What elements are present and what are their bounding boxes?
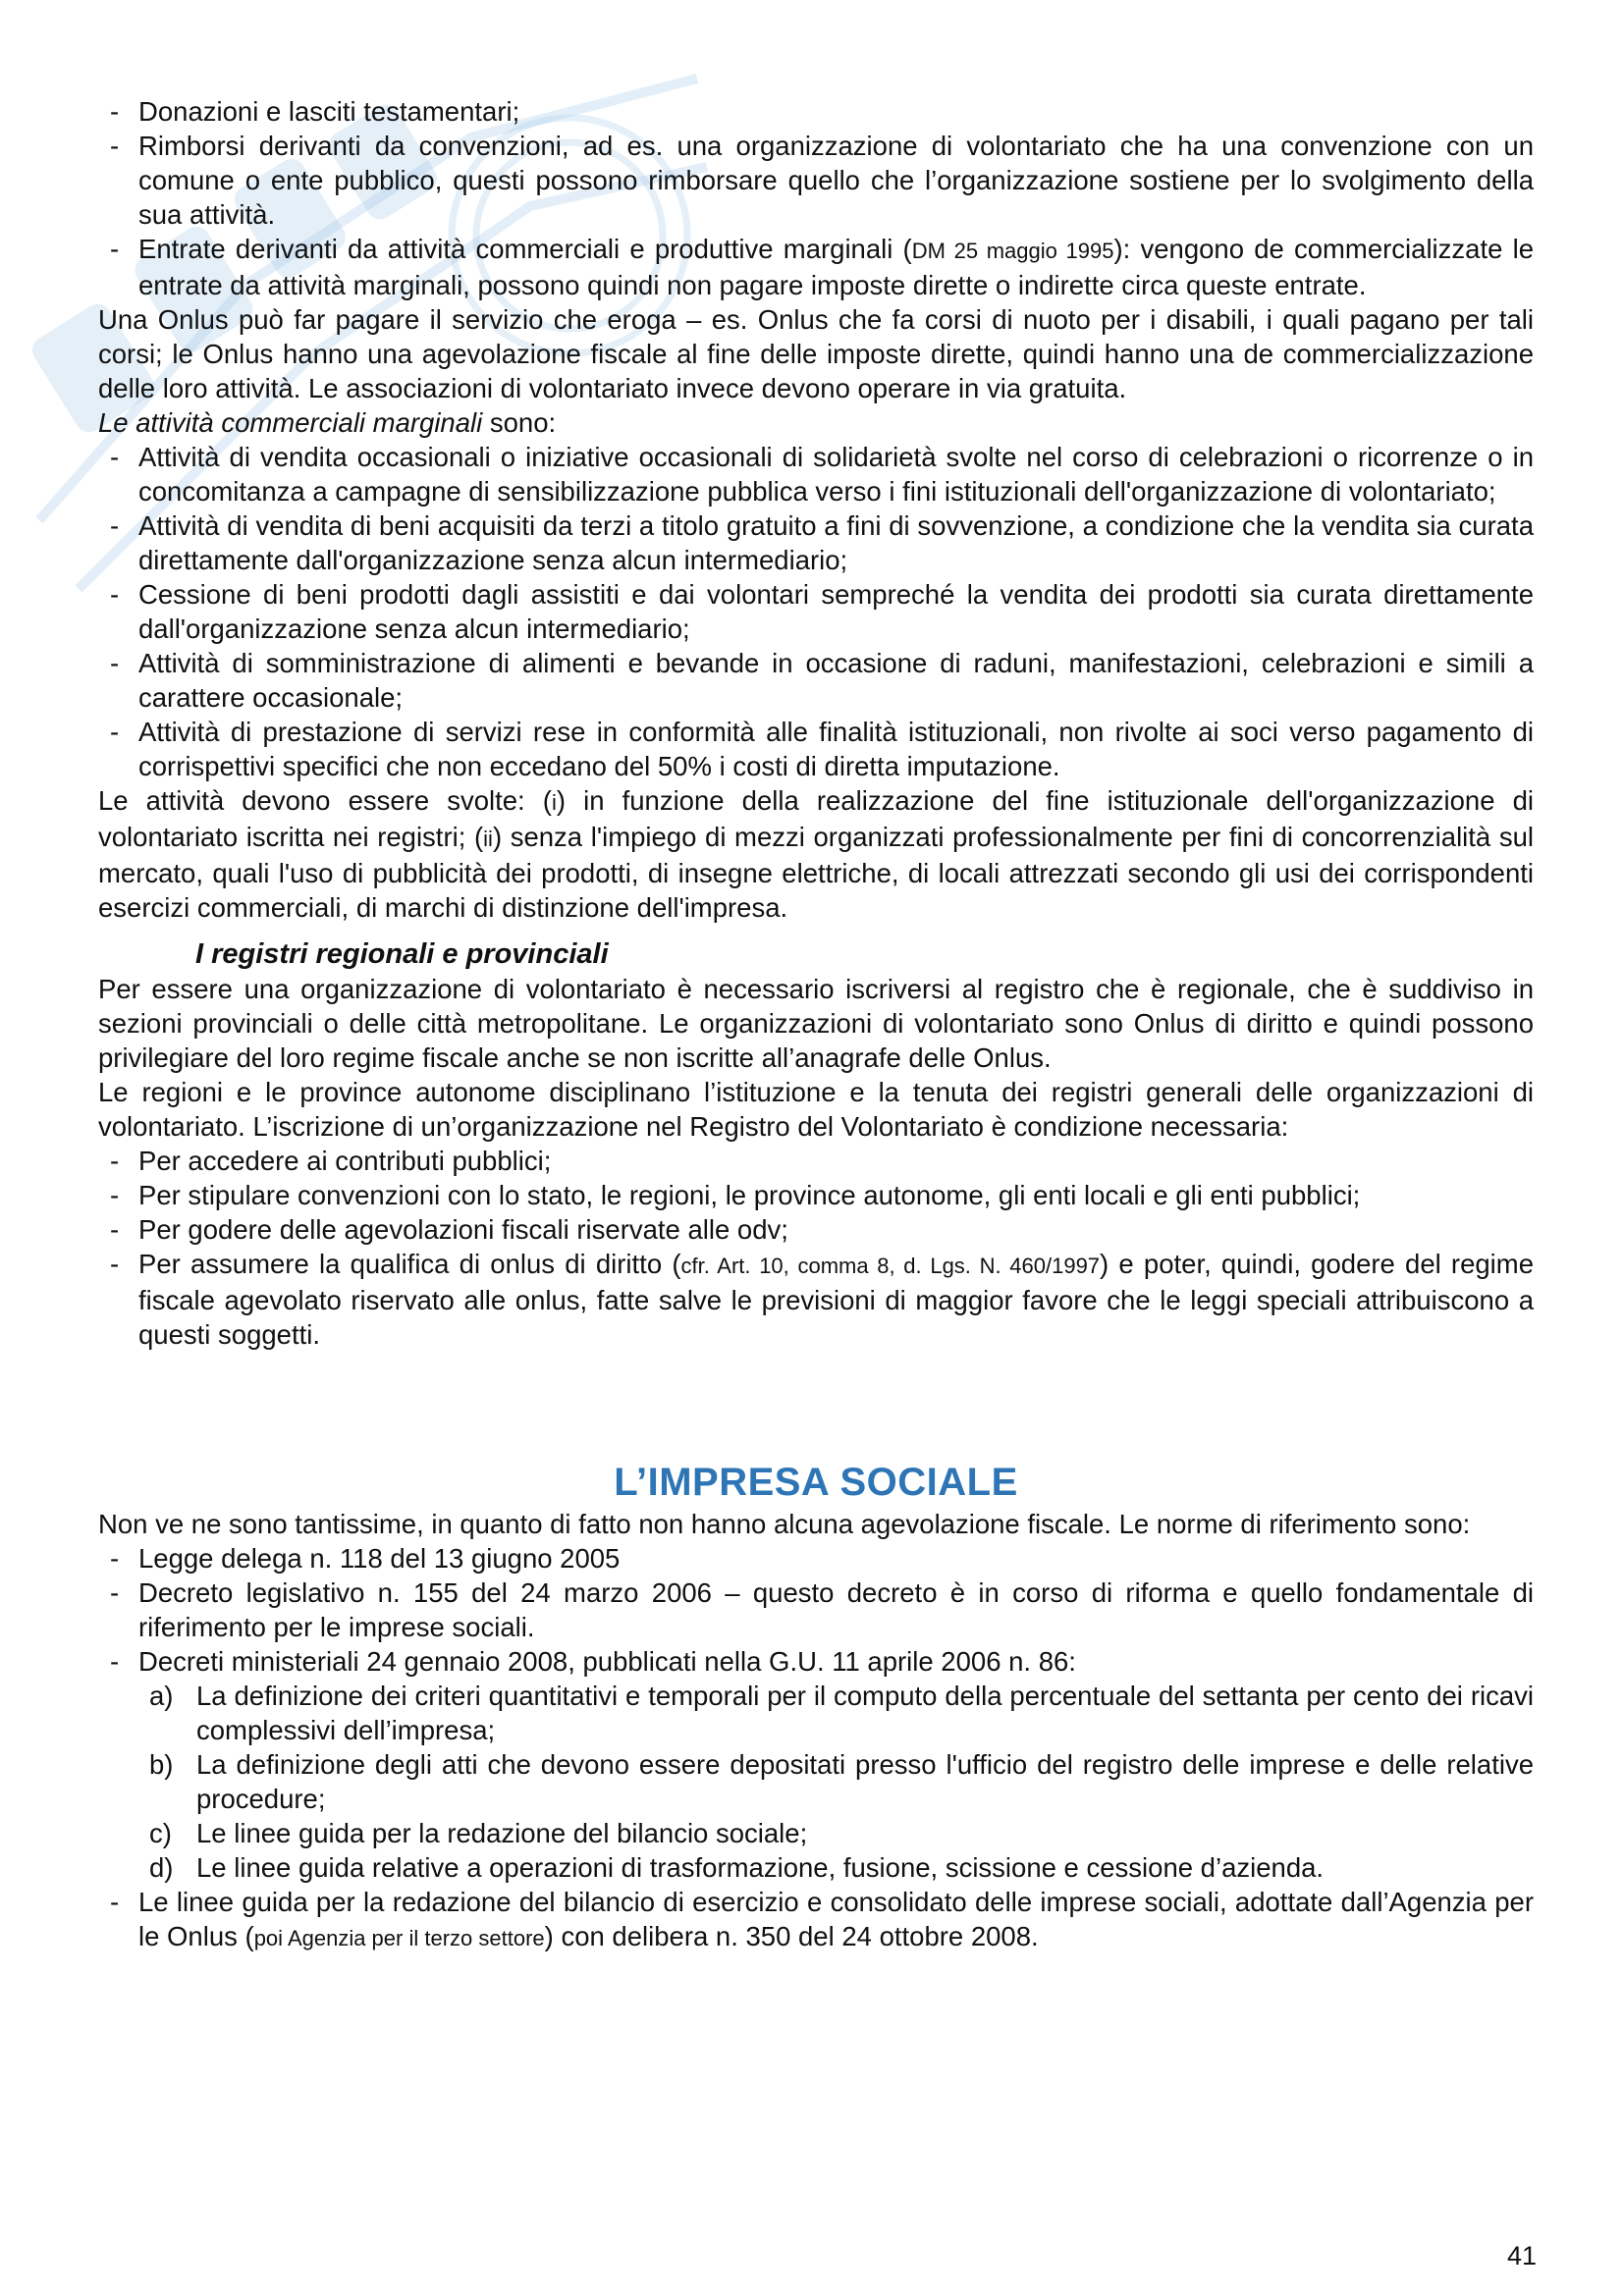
paragraph-text: Le attività devono essere svolte: ( xyxy=(98,785,552,816)
decreti-sublist xyxy=(98,1679,1534,1885)
marginali-intro-rest: sono: xyxy=(482,407,557,438)
impresa-list xyxy=(98,1541,1534,1679)
sublist-text: La definizione dei criteri quantitativi e temporali per il computo della percentuale del settanta per cento dei ricavi complessivi dell’impresa; xyxy=(196,1681,1534,1745)
marginali-intro xyxy=(98,405,1534,440)
item-text: ) e poter, quindi, godere del regime fiscale agevolato riservato alle onlus, fatte salve le previsioni di maggior favore che le leggi speciali attribuiscono a questi soggetti. xyxy=(138,1249,1534,1350)
law-reference: cfr. Art. 10, comma 8, d. Lgs. N. 460/1997 xyxy=(680,1254,1101,1278)
sublist-item xyxy=(98,1816,1534,1850)
registri-paragraph: Per essere una organizzazione di volontariato è necessario iscriversi al registro che è regionale, che è suddiviso in sezioni provinciali o delle città metropolitane. Le organizzazioni di volontariato sono Onlus di diritto e quindi possono privilegiare del loro regime fiscale anche se non iscritte all’anagrafe delle Onlus. xyxy=(98,974,1534,1073)
item-text: Le linee guida per la redazione del bilancio di esercizio e consolidato delle imprese sociali, adottate dall’Agenzia per le Onlus ( xyxy=(138,1887,1534,1951)
linee-guida-list xyxy=(98,1885,1534,1955)
svolte-paragraph xyxy=(98,783,1534,925)
item-text: ) con delibera n. 350 del 24 ottobre 2008. xyxy=(544,1921,1039,1951)
agency-reference: poi Agenzia per il terzo settore xyxy=(253,1926,545,1950)
sublist-item xyxy=(98,1850,1534,1885)
sublist-text: La definizione degli atti che devono essere depositati presso l'ufficio del registro delle imprese e delle relative procedure; xyxy=(196,1749,1534,1814)
registri-paragraph: Le regioni e le province autonome disciplinano l’istituzione e la tenuta dei registri generali delle organizzazioni di volontariato. L’iscrizione di un’organizzazione nel Registro del Volontariato è condizione necessaria: xyxy=(98,1077,1534,1142)
list-item: - Rimborsi derivanti da convenzioni, ad es. una organizzazione di volontariato che ha una convenzione con un comune o ente pubblico, questi possono rimborsare quello che l’organizzazione sostiene per lo svolgimento della sua attività. xyxy=(98,129,1534,232)
paragraph-text: ) senza l'impiego di mezzi organizzati professionalmente per fini di concorrenzialità sul mercato, quali l'uso di pubblicità dei prodotti, di insegne elettriche, di locali attrezzati secondo gli usi dei corrispondenti esercizi commerciali, di marchi di distinzione dell'impresa. xyxy=(98,822,1535,923)
sublist-item xyxy=(98,1679,1534,1747)
impresa-paragraph: Non ve ne sono tantissime, in quanto di fatto non hanno alcuna agevolazione fiscale. Le norme di riferimento sono: xyxy=(98,1509,1471,1539)
list-item: - Decreto legislativo n. 155 del 24 marzo 2006 – questo decreto è in corso di riforma e quello fondamentale di riferimento per le imprese sociali. xyxy=(98,1575,1534,1644)
sublist-text: Le linee guida relative a operazioni di trasformazione, fusione, scissione e cessione d’azienda. xyxy=(196,1852,1325,1883)
item-text: Per assumere la qualifica di onlus di diritto ( xyxy=(138,1249,681,1279)
registri-list xyxy=(98,1144,1534,1352)
paragraph-text: ) in funzione della realizzazione del fine istituzionale dell'organizzazione di volontariato iscritta nei registri; ( xyxy=(98,785,1535,852)
onlus-paragraph: Una Onlus può far pagare il servizio che eroga – es. Onlus che fa corsi di nuoto per i disabili, i quali pagano per tali corsi; le Onlus hanno una agevolazione fiscale al fine delle imposte dirette, quindi hanno una de commercializzazione delle loro attività. Le associazioni di volontariato invece devono operare in via gratuita. xyxy=(98,304,1534,403)
page-content xyxy=(98,94,1534,1955)
marginali-list xyxy=(98,440,1534,783)
list-item xyxy=(98,232,1534,302)
list-item: - Cessione di beni prodotti dagli assistiti e dai volontari sempreché la vendita dei prodotti sia curata direttamente dall'organizzazione senza alcun intermediario; xyxy=(98,577,1534,646)
item-text: ): vengono de commercializzate le entrate da attività marginali, possono quindi non pagare imposte dirette o indirette circa queste entrate. xyxy=(138,234,1534,300)
list-item: - Attività di somministrazione di alimenti e bevande in occasione di raduni, manifestazioni, celebrazioni e simili a carattere occasionale; xyxy=(98,646,1534,715)
list-item: - Decreti ministeriali 24 gennaio 2008, pubblicati nella G.U. 11 aprile 2006 n. 86: xyxy=(98,1644,1534,1679)
marginali-term: Le attività commerciali marginali xyxy=(98,407,483,438)
sublist-text: Le linee guida per la redazione del bilancio sociale; xyxy=(196,1818,808,1848)
list-item xyxy=(98,1885,1534,1955)
law-reference: DM 25 maggio 1995 xyxy=(911,239,1114,263)
roman-marker: ii xyxy=(483,827,493,851)
sublist-marker: b) xyxy=(149,1749,174,1780)
list-item: - Donazioni e lasciti testamentari; xyxy=(98,94,1534,129)
intro-list xyxy=(98,94,1534,302)
list-item: - Per godere delle agevolazioni fiscali riservate alle odv; xyxy=(98,1212,1534,1247)
registri-heading: I registri regionali e provinciali xyxy=(195,938,609,970)
list-item xyxy=(98,1247,1534,1352)
sublist-marker: d) xyxy=(149,1852,174,1883)
list-item: - Per stipulare convenzioni con lo stato, le regioni, le province autonome, gli enti locali e gli enti pubblici; xyxy=(98,1178,1534,1212)
list-item: - Legge delega n. 118 del 13 giugno 2005 xyxy=(98,1541,1534,1575)
list-item: - Attività di vendita occasionali o iniziative occasionali di solidarietà svolte nel corso di celebrazioni o ricorrenze o in concomitanza a campagne di sensibilizzazione pubblica verso i fini istituzionali dell'organizzazione di volontariato; xyxy=(98,440,1534,508)
list-item: - Attività di vendita di beni acquisiti da terzi a titolo gratuito a fini di sovvenzione, a condizione che la vendita sia curata direttamente dall'organizzazione senza alcun intermediario; xyxy=(98,508,1534,577)
roman-marker: i xyxy=(551,790,557,815)
sublist-item xyxy=(98,1747,1534,1816)
sublist-marker: a) xyxy=(149,1681,174,1711)
page-number: 41 xyxy=(1506,2241,1537,2270)
item-text: Entrate derivanti da attività commerciali e produttive marginali ( xyxy=(138,234,912,264)
chapter-title: L’IMPRESA SOCIALE xyxy=(614,1461,1018,1504)
list-item: - Attività di prestazione di servizi rese in conformità alle finalità istituzionali, non rivolte ai soci verso pagamento di corrispettivi specifici che non eccedano del 50% i costi di diretta imputazione. xyxy=(98,715,1534,783)
sublist-marker: c) xyxy=(149,1818,172,1848)
list-item: - Per accedere ai contributi pubblici; xyxy=(98,1144,1534,1178)
